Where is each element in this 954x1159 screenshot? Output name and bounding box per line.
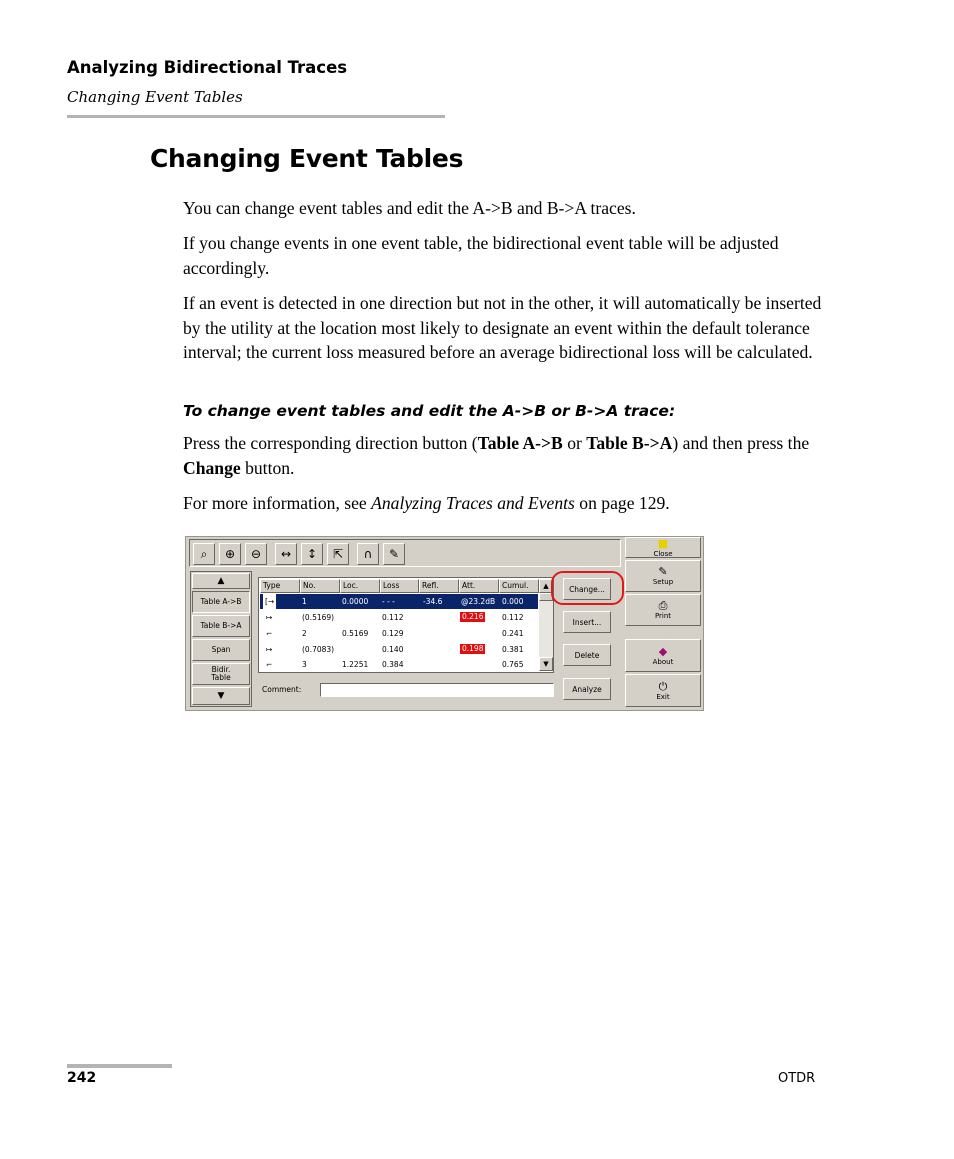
running-header-title: Analyzing Bidirectional Traces: [67, 58, 348, 77]
exit-button[interactable]: [625, 674, 701, 707]
table-row[interactable]: [260, 642, 538, 657]
span-button[interactable]: Span: [192, 639, 250, 661]
trace-view-icon[interactable]: ∩: [357, 543, 379, 565]
event-loss: 0.129: [382, 629, 404, 638]
step-text-2: or: [562, 433, 587, 453]
table-ab-term: Table A->B: [477, 433, 563, 453]
event-cumulative: 0.381: [502, 645, 524, 654]
insert-button[interactable]: Insert...: [563, 611, 611, 633]
event-type-icon: ↦: [266, 645, 273, 654]
main-button-column: [624, 537, 702, 711]
event-attenuation: @23.2dB: [461, 597, 496, 606]
scroll-down-arrow-icon[interactable]: ▼: [539, 657, 553, 671]
table-row[interactable]: [260, 610, 538, 625]
header-rule: [67, 115, 445, 118]
event-type-icon: ⌐: [266, 629, 273, 638]
change-button[interactable]: Change...: [563, 578, 611, 600]
close-label: Close: [653, 549, 673, 558]
bidir-table-button[interactable]: Bidir. Table: [192, 663, 250, 685]
event-table-screenshot: [185, 536, 704, 711]
page-title: Changing Event Tables: [150, 144, 464, 173]
event-attenuation: 0.216: [462, 612, 484, 621]
table-ba-term: Table B->A: [586, 433, 673, 453]
running-header-subsection: Changing Event Tables: [67, 88, 243, 106]
event-type-icon: ↦: [266, 613, 273, 622]
event-number: (0.7083): [302, 645, 335, 654]
edit-trace-icon[interactable]: ✎: [383, 543, 405, 565]
procedure-title: To change event tables and edit the A->B or B->A trace:: [183, 402, 676, 420]
comment-field[interactable]: [320, 683, 554, 697]
step-text-1: Press the corresponding direction button (: [183, 433, 478, 453]
paragraph-intro: You can change event tables and edit the A->B and B->A traces.: [183, 198, 636, 218]
setup-button[interactable]: [625, 560, 701, 592]
event-table: [258, 577, 554, 673]
event-location: 0.5169: [342, 629, 369, 638]
footer-product: OTDR: [778, 1071, 816, 1086]
event-number: 3: [302, 660, 307, 669]
event-type-icon: ⌐: [266, 660, 273, 669]
paragraph-detection: If an event is detected in one direction but not in the other, it will automatically be inserted by the utility at the location most likely to designate an event within the default tolerance interval; the current loss measured before an average bidirectional loss will be calculated.: [183, 293, 822, 362]
scroll-down-icon[interactable]: ▼: [192, 687, 250, 705]
event-attenuation: 0.198: [462, 644, 484, 653]
step-text-3: ) and then press the: [672, 433, 810, 453]
analyze-button[interactable]: Analyze: [563, 678, 611, 700]
event-number: (0.5169): [302, 613, 335, 622]
zoom-vertical-icon[interactable]: ↕: [301, 543, 323, 565]
step-text-4: button.: [240, 457, 295, 478]
zoom-area-icon[interactable]: ⌕: [193, 543, 215, 565]
event-number: 1: [302, 597, 307, 606]
footer-rule: [67, 1064, 172, 1068]
zoom-in-icon[interactable]: ⊕: [219, 543, 241, 565]
event-loss: 0.140: [382, 645, 404, 654]
more-text-1: For more information, see: [183, 493, 372, 513]
event-loss: 0.112: [382, 613, 404, 622]
close-icon: ■: [657, 536, 669, 550]
event-cumulative: 0.241: [502, 629, 524, 638]
event-type-icon: [→: [263, 594, 276, 609]
exit-label: Exit: [656, 692, 670, 701]
event-cumulative: 0.000: [502, 597, 524, 606]
printer-icon: ⎙: [658, 599, 668, 612]
more-info: [183, 491, 833, 516]
change-term: Change: [183, 457, 241, 478]
setup-icon: ✎: [658, 565, 668, 578]
zoom-toolbar: [189, 539, 621, 567]
procedure-step: [183, 431, 833, 480]
table-row[interactable]: [260, 594, 538, 609]
scroll-up-icon[interactable]: ▲: [192, 573, 250, 589]
event-cumulative: 0.112: [502, 613, 524, 622]
delete-button[interactable]: Delete: [563, 644, 611, 666]
column-header-no[interactable]: No.: [300, 579, 340, 593]
more-text-2: on page 129.: [574, 493, 670, 513]
event-cumulative: 0.765: [502, 660, 524, 669]
event-loss: - - -: [382, 597, 395, 606]
event-location: 0.0000: [342, 597, 369, 606]
event-loss: 0.384: [382, 660, 404, 669]
about-button[interactable]: [625, 639, 701, 672]
zoom-fit-icon[interactable]: ⇱: [327, 543, 349, 565]
power-icon: ⏻: [658, 679, 668, 693]
column-header-cumul[interactable]: Cumul.: [499, 579, 539, 593]
change-button-highlight: [551, 571, 624, 605]
column-header-att[interactable]: Att.: [459, 579, 499, 593]
column-header-loss[interactable]: Loss: [380, 579, 419, 593]
table-ab-button[interactable]: Table A->B: [192, 591, 250, 613]
cross-reference-link[interactable]: Analyzing Traces and Events: [371, 493, 575, 513]
column-header-loc[interactable]: Loc.: [340, 579, 380, 593]
book-icon: ◆: [658, 644, 668, 658]
paragraph-adjust: If you change events in one event table, the bidirectional event table will be adjusted accordingly.: [183, 233, 779, 278]
table-row[interactable]: [260, 657, 538, 672]
about-label: About: [652, 657, 674, 666]
zoom-out-icon[interactable]: ⊖: [245, 543, 267, 565]
event-number: 2: [302, 629, 307, 638]
close-button[interactable]: [625, 537, 701, 558]
print-button[interactable]: [625, 594, 701, 626]
setup-label: Setup: [652, 578, 674, 586]
page-number: 242: [67, 1070, 97, 1086]
column-header-refl[interactable]: Refl.: [419, 579, 459, 593]
scroll-up-arrow-icon[interactable]: ▲: [539, 579, 553, 593]
print-label: Print: [654, 612, 672, 620]
event-location: 1.2251: [342, 660, 369, 669]
table-ba-button[interactable]: Table B->A: [192, 615, 250, 637]
event-reflectance: -34.6: [423, 597, 443, 606]
direction-panel: [190, 571, 252, 707]
zoom-horizontal-icon[interactable]: ↔: [275, 543, 297, 565]
comment-label: Comment:: [262, 685, 302, 694]
column-header-type[interactable]: Type: [260, 579, 300, 593]
table-row[interactable]: [260, 626, 538, 641]
